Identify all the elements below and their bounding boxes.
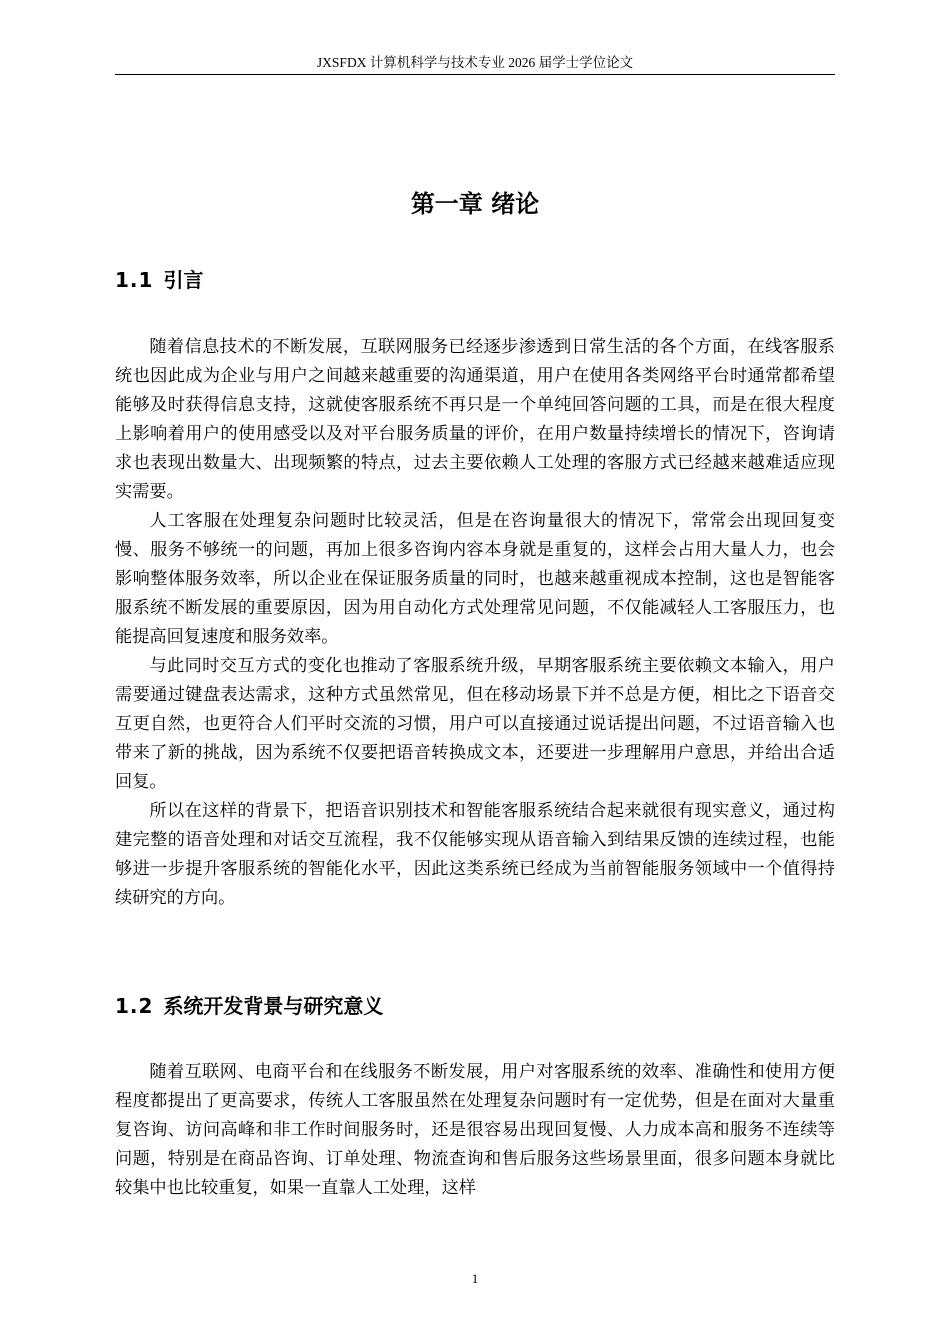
section-number: 1.2: [115, 994, 154, 1018]
paragraph: 所以在这样的背景下，把语音识别技术和智能客服系统结合起来就很有现实意义，通过构建完整的语音处理和对话交互流程，我不仅能够实现从语音输入到结果反馈的连续过程，也能够进一步提升客服系统的智能化水平，因此这类系统已经成为当前智能服务领域中一个值得持续研究的方向。: [115, 801, 835, 908]
paragraph: 随着互联网、电商平台和在线服务不断发展，用户对客服系统的效率、准确性和使用方便程度都提出了更高要求，传统人工客服虽然在处理复杂问题时有一定优势，但是在面对大量重复咨询、访问高峰和非工作时间服务时，还是很容易出现回复慢、人力成本高和服务不连续等问题，特别是在商品咨询、订单处理、物流查询和售后服务这些场景里面，很多问题本身就比较集中也比较重复，如果一直靠人工处理，这样: [115, 1062, 835, 1198]
section-title: 引言: [163, 268, 204, 292]
section-heading-1-2: [115, 993, 835, 1019]
section-1-2-body: [115, 1058, 835, 1203]
paragraph: 与此同时交互方式的变化也推动了客服系统升级，早期客服系统主要依赖文本输入，用户需要通过键盘表达需求，这种方式虽然常见，但在移动场景下并不总是方便，相比之下语音交互更自然，也更符合人们平时交流的习惯，用户可以直接通过说话提出问题，不过语音输入也带来了新的挑战，因为系统不仅要把语音转换成文本，还要进一步理解用户意思，并给出合适回复。: [115, 656, 835, 792]
header-rule: [115, 74, 835, 75]
section-1-1-body: [115, 333, 835, 913]
section-title: 系统开发背景与研究意义: [163, 994, 384, 1018]
paragraph: 随着信息技术的不断发展，互联网服务已经逐步渗透到日常生活的各个方面，在线客服系统也因此成为企业与用户之间越来越重要的沟通渠道，用户在使用各类网络平台时通常都希望能够及时获得信息支持，这就使客服系统不再只是一个单纯回答问题的工具，而是在很大程度上影响着用户的使用感受以及对平台服务质量的评价，在用户数量持续增长的情况下，咨询请求也表现出数量大、出现频繁的特点，过去主要依赖人工处理的客服方式已经越来越难适应现实需要。: [115, 337, 835, 502]
chapter-title: 第一章 绪论: [410, 190, 540, 218]
running-header: JXSFDX 计算机科学与技术专业 2026 届学士学位论文: [316, 55, 634, 70]
section-number: 1.1: [115, 268, 154, 292]
page-number: 1: [471, 1271, 479, 1286]
paragraph: 人工客服在处理复杂问题时比较灵活，但是在咨询量很大的情况下，常常会出现回复变慢、服务不够统一的问题，再加上很多咨询内容本身就是重复的，这样会占用大量人力，也会影响整体服务效率，所以企业在保证服务质量的同时，也越来越重视成本控制，这也是智能客服系统不断发展的重要原因，因为用自动化方式处理常见问题，不仅能减轻人工客服压力，也能提高回复速度和服务效率。: [115, 511, 835, 647]
section-heading-1-1: [115, 267, 835, 293]
